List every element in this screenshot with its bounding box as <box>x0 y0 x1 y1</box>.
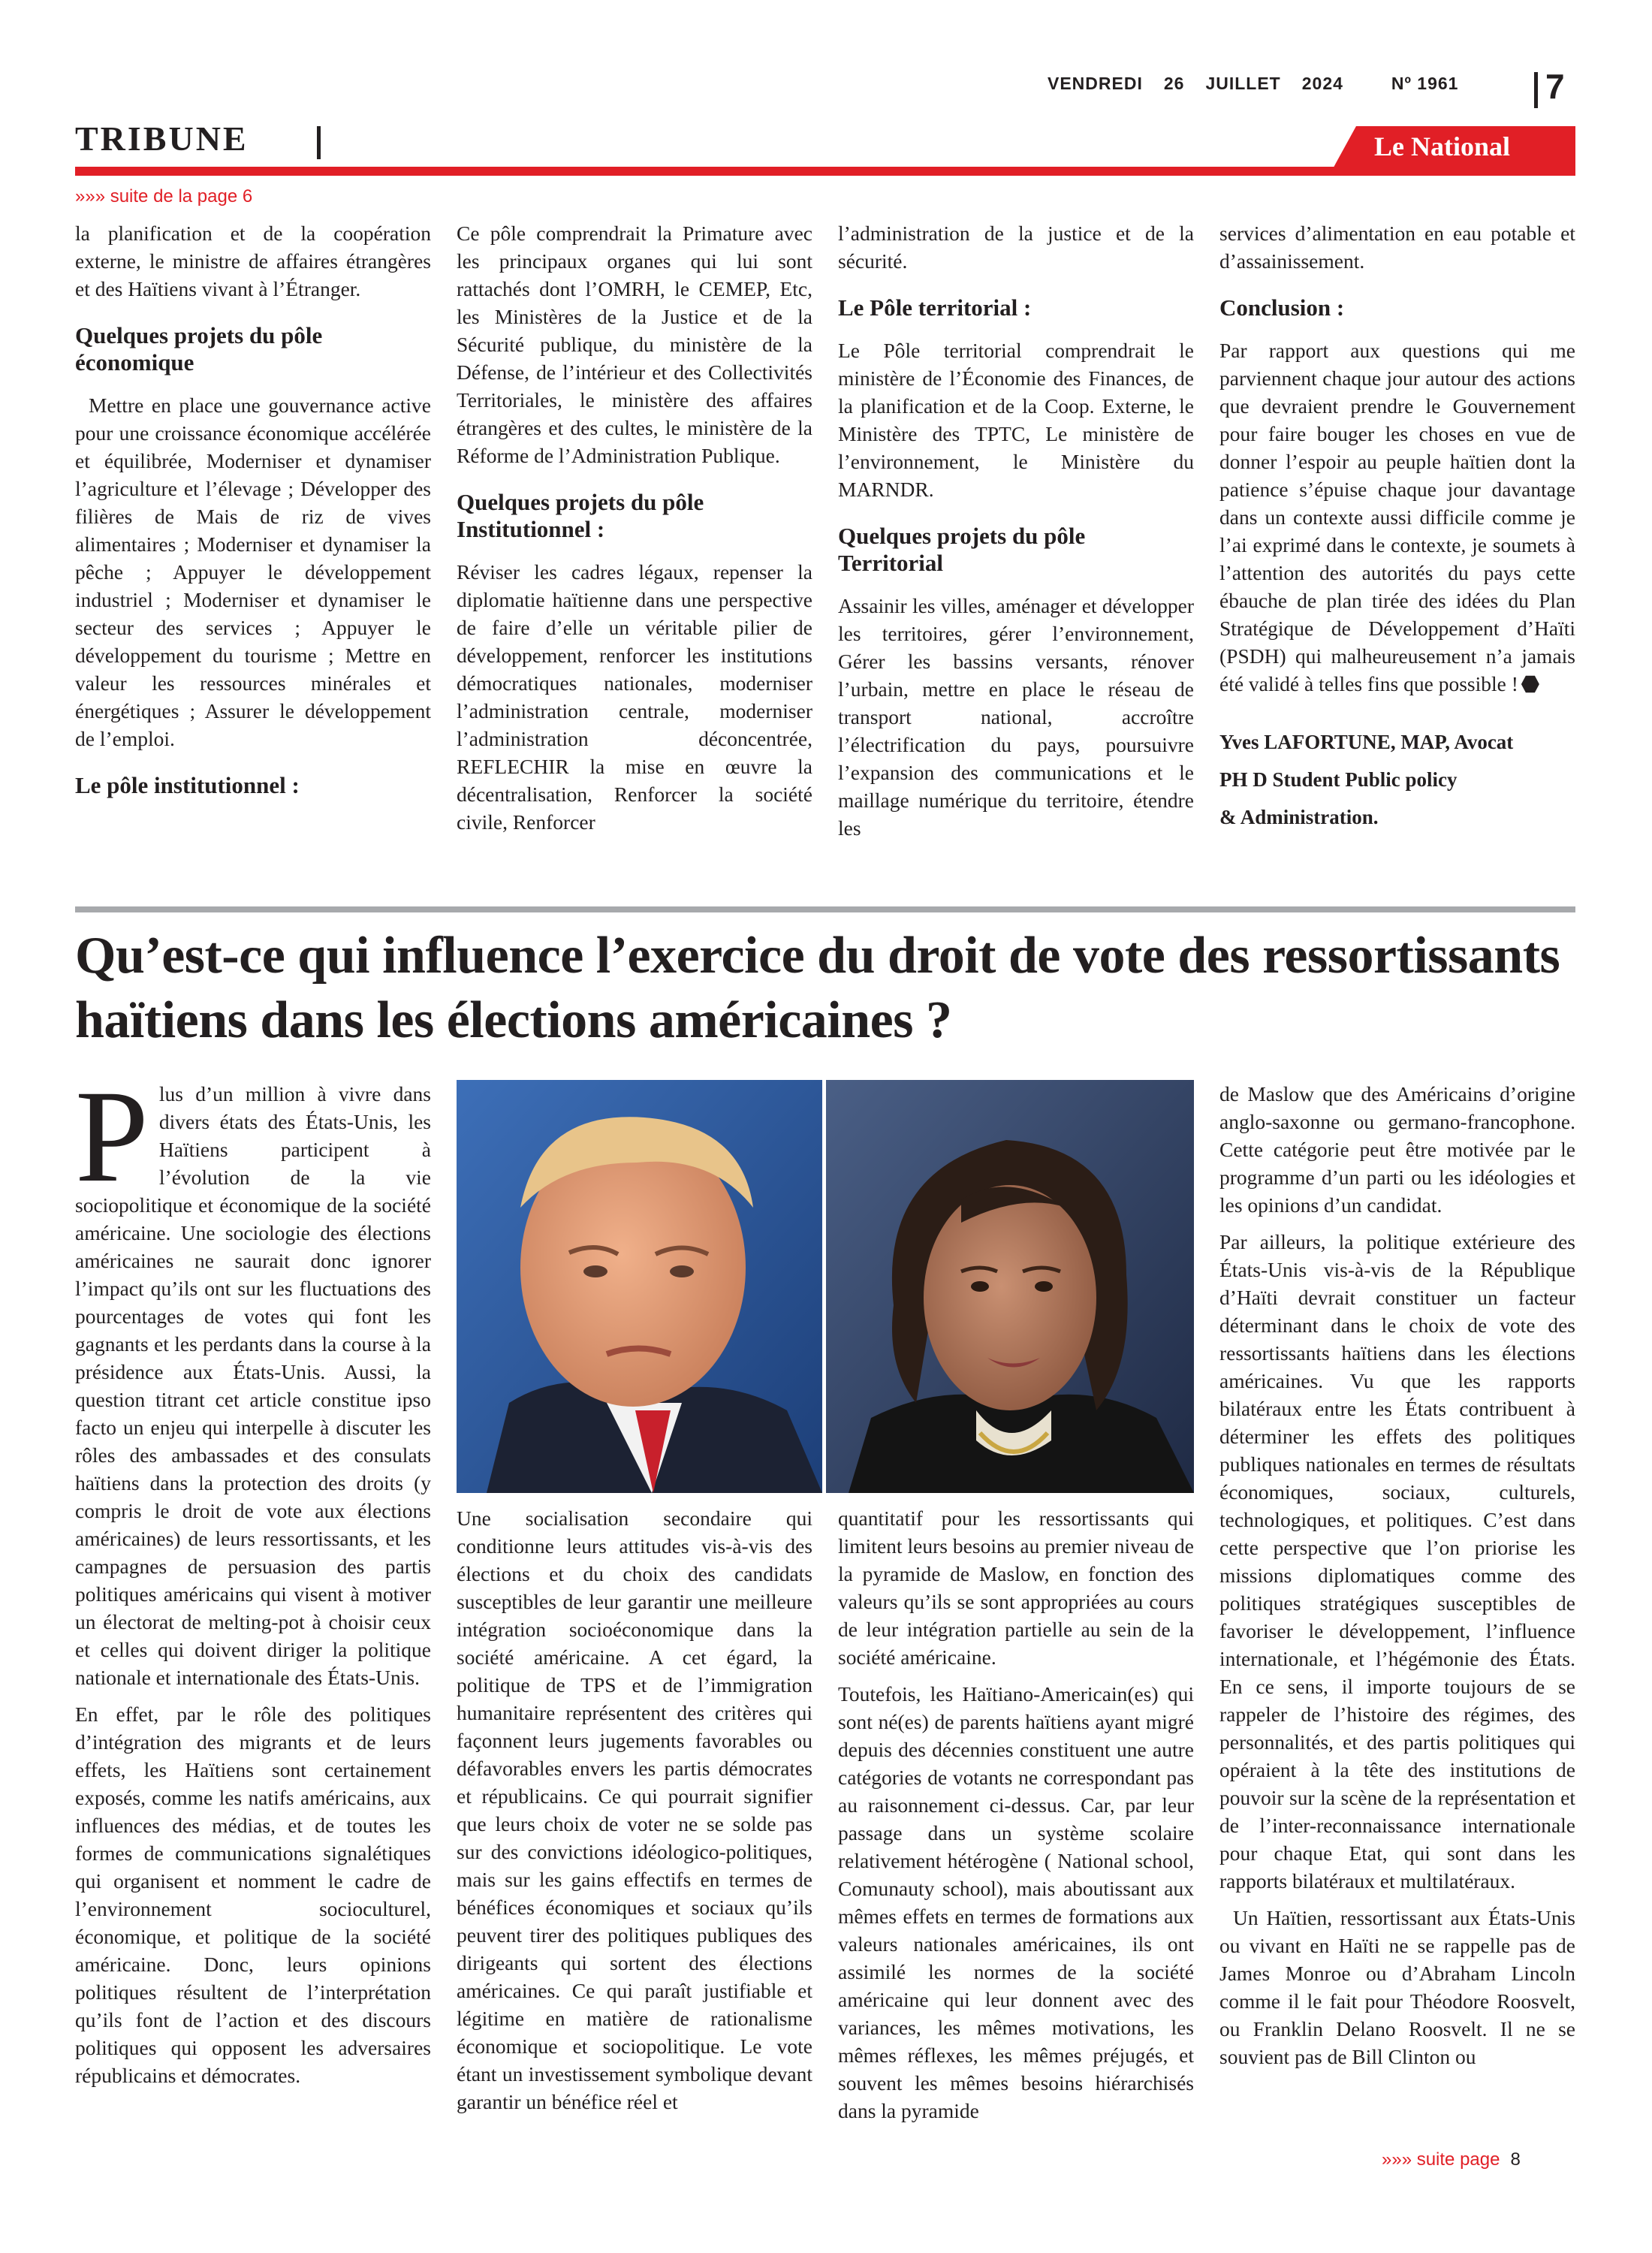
subheading-pole-economique: Quelques projets du pôle économique <box>75 322 323 376</box>
continued-on-label: »»» suite page <box>1382 2149 1500 2170</box>
paragraph: services d’alimentation en eau potable et d’assainissement. <box>1219 222 1575 273</box>
main-article-column-3 <box>838 1504 1194 2134</box>
subheading-projets-institutionnel: Quelques projets du pôle Institutionnel : <box>457 489 704 542</box>
main-article-column-4 <box>1219 1080 1575 2080</box>
paragraph: Réviser les cadres légaux, repenser la diplomatie haïtienne dans une perspective de faire d’elle un véritable pilier de développement, renforcer les institutions démocratiques nationales, moderniser l’administration centrale, moderniser l’administration déconcentrée, REFLECHIR la mise en œuvre la décentralisation, Renforcer la société civile, Renforcer <box>457 560 812 834</box>
paragraph: Ce pôle comprendrait la Primature avec les principaux organes qui lui sont rattachés dont l’OMRH, le CEMEP, Etc, les Ministères de la Justice et de la Sécurité publique, du ministère de la Défense, de l’intérieur et des Collectivités Territoriales, le ministère des affaires étrangères et des cultes, le ministère de la Réforme de l’Administration Publique. <box>457 222 812 467</box>
portrait-illustration <box>826 1080 1194 1493</box>
section-title: TRIBUNE <box>75 119 249 158</box>
article-divider <box>75 906 1575 912</box>
main-headline: Qu’est-ce qui influence l’exercice du droit de vote des ressortissants haïtiens dans les élections américaines ? <box>75 927 1560 1049</box>
paragraph: lus d’un million à vivre dans divers états des États-Unis, les Haïtiens participent à l’évolution de la vie sociopolitique et économique de la société américaine. Une sociologie des élections américaines ne saurait donc ignorer l’impact qu’ils ont sur les fluctuations des pourcentages de votes qui font les gagnants et les perdants dans la course à la présidence aux États-Unis. Aussi, la question titrant cet article constitue ipso facto un enjeu qui interpelle à discuter les rôles des ambassades et des consulats haïtiens dans la protection des droits (y compris le droit de vote aux élections américaines) de leurs ressortissants, et les campagnes de persuasion des partis politiques américains qui visent à motiver un électorat de melting-pot à choisir ceux et celles qui doivent diriger la politique nationale et internationale des États-Unis. <box>75 1082 431 1689</box>
top-article-column-2 <box>457 219 812 845</box>
paragraph: Mettre en place une gouvernance active pour une croissance économique accélérée et équilibrée, Moderniser et dynamiser l’agriculture et l’élevage ; Développer des filières de Mais de riz de vives alimentaires ; Moderniser et dynamiser la pêche ; Appuyer le développement industriel ; Moderniser et dynamiser le secteur des services ; Appuyer le développement du tourisme ; Mettre en valeur les ressources minérales et énergétiques ; Assurer le développement de l’emploi. <box>75 394 431 750</box>
paragraph: l’administration de la justice et de la sécurité. <box>838 222 1194 273</box>
top-article-column-1 <box>75 219 431 814</box>
issue-date: 26 <box>1163 74 1185 93</box>
issue-date-line <box>1048 74 1479 94</box>
brand-name: Le National <box>1374 131 1511 161</box>
page-number: 7 <box>1545 67 1565 106</box>
conclusion-text: Par rapport aux questions qui me parviennent chaque jour autour des actions que devraient prendre le Gouvernement pour faire bouger les choses en vue de donner l’espoir au peuple haïtien dont la patience s’épuise chaque jour davantage dans un contexte aussi difficile comme je l’ai exprimé dans le contexte, je soumets à l’attention des autorités du pays cette ébauche de plan tirée des idées du Plan Stratégique de Développement d’Haïti (PSDH) qui malheureusement n’a jamais été validé à telles fins que possible ! <box>1219 339 1575 695</box>
paragraph: de Maslow que des Américains d’origine anglo-saxonne ou germano-francophone. Cette catégorie peut être motivée par le programme d’un parti ou les idéologies et les opinions d’un candidat. <box>1219 1082 1575 1217</box>
author-name: Yves LAFORTUNE, MAP, Avocat <box>1219 731 1514 753</box>
continued-from-link[interactable]: »»» suite de la page 6 <box>75 186 253 207</box>
issue-month: JUILLET <box>1205 74 1281 93</box>
subheading-projets-territorial: Quelques projets du pôle Territorial <box>838 523 1086 576</box>
subheading-conclusion: Conclusion : <box>1219 294 1345 321</box>
main-article-column-2 <box>457 1504 812 2125</box>
subheading-pole-territorial: Le Pôle territorial : <box>838 294 1032 321</box>
subheading-pole-institutionnel: Le pôle institutionnel : <box>75 772 300 798</box>
paragraph: quantitatif pour les ressortissants qui limitent leurs besoins au premier niveau de la pyramide de Maslow, en fonction des valeurs qu’ils se sont appropriées au cours de leur intégration partielle au sein de la société américaine. <box>838 1507 1194 1669</box>
issue-day: VENDREDI <box>1048 74 1143 93</box>
conclusion-paragraph <box>1219 336 1575 698</box>
author-title-2: & Administration. <box>1219 806 1379 828</box>
top-article-column-3 <box>838 219 1194 851</box>
main-article-column-1 <box>75 1063 431 2098</box>
paragraph: Le Pôle territorial comprendrait le ministère de l’Économie des Finances, de la planification et de la Coop. Externe, le Ministère des TPTC, Le ministère de l’environnement, le Ministère du MARNDR. <box>838 339 1194 501</box>
page-number-divider <box>1534 72 1538 108</box>
section-divider <box>317 126 321 159</box>
drop-cap: P <box>75 1063 149 1210</box>
continued-on-page: 8 <box>1510 2149 1521 2170</box>
top-article-column-4 <box>1219 219 1575 836</box>
paragraph: Un Haïtien, ressortissant aux États-Unis ou vivant en Haïti ne se rappelle pas de James Monroe ou d’Abraham Lincoln comme il le fait pour Théodore Roosvelt, ou Franklin Delano Roosvelt. Il ne se souvient pas de Bill Clinton ou <box>1219 1906 1575 2068</box>
photo-candidate-right <box>826 1080 1194 1493</box>
issue-number: Nº 1961 <box>1391 74 1459 93</box>
issue-year: 2024 <box>1301 74 1343 93</box>
paragraph: Assainir les villes, aménager et développer les territoires, gérer l’environnement, Gérer les bassins versants, rénover l’urbain, mettre en place le réseau de transport national, accroître l’électrification du pays, poursuivre l’expansion des communications et le maillage numérique du territoire, étendre les <box>838 594 1194 840</box>
paragraph: Toutefois, les Haïtiano-Americain(es) qui sont né(es) de parents haïtiens ayant migré depuis des décennies constituent une autre catégories de votants ne correspondant pas au raisonnement ci-dessus. Car, par leur passage dans un système scolaire relativement hétérogène ( National school, Comunauty school), mais aboutissant aux mêmes effets en termes de formations aux valeurs nationales américaines, ils ont assimilé les normes de la société américaine qui leur donnent avec des variances, les mêmes motivations, les mêmes réflexes, les mêmes préjugés, et souvent les mêmes besoins hiérarchisés dans la pyramide <box>838 1682 1194 2122</box>
paragraph: la planification et de la coopération externe, le ministre de affaires étrangères et des Haïtiens vivant à l’Étranger. <box>75 222 431 300</box>
author-title: PH D Student Public policy <box>1219 768 1458 791</box>
paragraph: Une socialisation secondaire qui conditionne leurs attitudes vis-à-vis des élections et du choix des candidats susceptibles de leur garantir une meilleure intégration socioéconomique dans la société américaine. A cet égard, la politique de TPS et de l’immigration humanitaire représentent des critères qui façonnent leurs jugements favorables ou défavorables envers les partis démocrates et républicains. Ce qui pourrait signifier que leurs choix de voter ne se solde pas sur des convictions idéologico-politiques, mais sur les gains effectifs en termes de bénéfices économiques et sociaux qu’ils peuvent tirer des politiques publiques des dirigeants qui sortent des élections américaines. Ce qui paraît justifiable et légitime en matière de rationalisme économique et sociopolitique. Le vote étant un investissement symbolique devant garantir un bénéfice réel et <box>457 1507 812 2113</box>
continued-on-link[interactable] <box>1382 2149 1521 2170</box>
photo-candidate-left <box>457 1080 822 1493</box>
portrait-illustration <box>457 1080 822 1493</box>
paragraph: Par ailleurs, la politique extérieure des États-Unis vis-à-vis de la République d’Haïti devrait constituer un facteur déterminant dans le choix de vote des ressortissants haïtiens dans les élections américaines. Vu que les rapports bilatéraux entre les États contribuent à déterminer les effets des politiques publiques nationales en termes de résultats économiques, sociaux, culturels, technologiques, et politiques. C’est dans cette perspective que l’on priorise les missions diplomatiques comme des politiques stratégiques susceptibles de favoriser le développement, l’influence internationale, et l’hégémonie des États. En ce sens, il importe toujours de se rappeler de l’histoire des régimes, des personnalités, et des partis politiques qui opéraient à la tête des institutions de pouvoir sur la scène de la représentation et de l’inter-reconnaissance internationale pour chaque Etat, qui sont dans les rapports bilatéraux et multilatéraux. <box>1219 1230 1575 1893</box>
end-of-article-icon <box>1521 675 1539 693</box>
paragraph: En effet, par le rôle des politiques d’intégration des migrants et de leurs effets, les Haïtiens sont certainement exposés, comme les natifs américains, aux influences des médias, et de toutes les formes de communications signalétiques qui organisent et nomment le cadre de l’environnement socioculturel, économique, et politique de la société américaine. Donc, leurs opinions politiques résultent de l’interprétation qu’ils font de l’action et des discours politiques qui opposent les adversaires républicains et démocrates. <box>75 1703 431 2087</box>
